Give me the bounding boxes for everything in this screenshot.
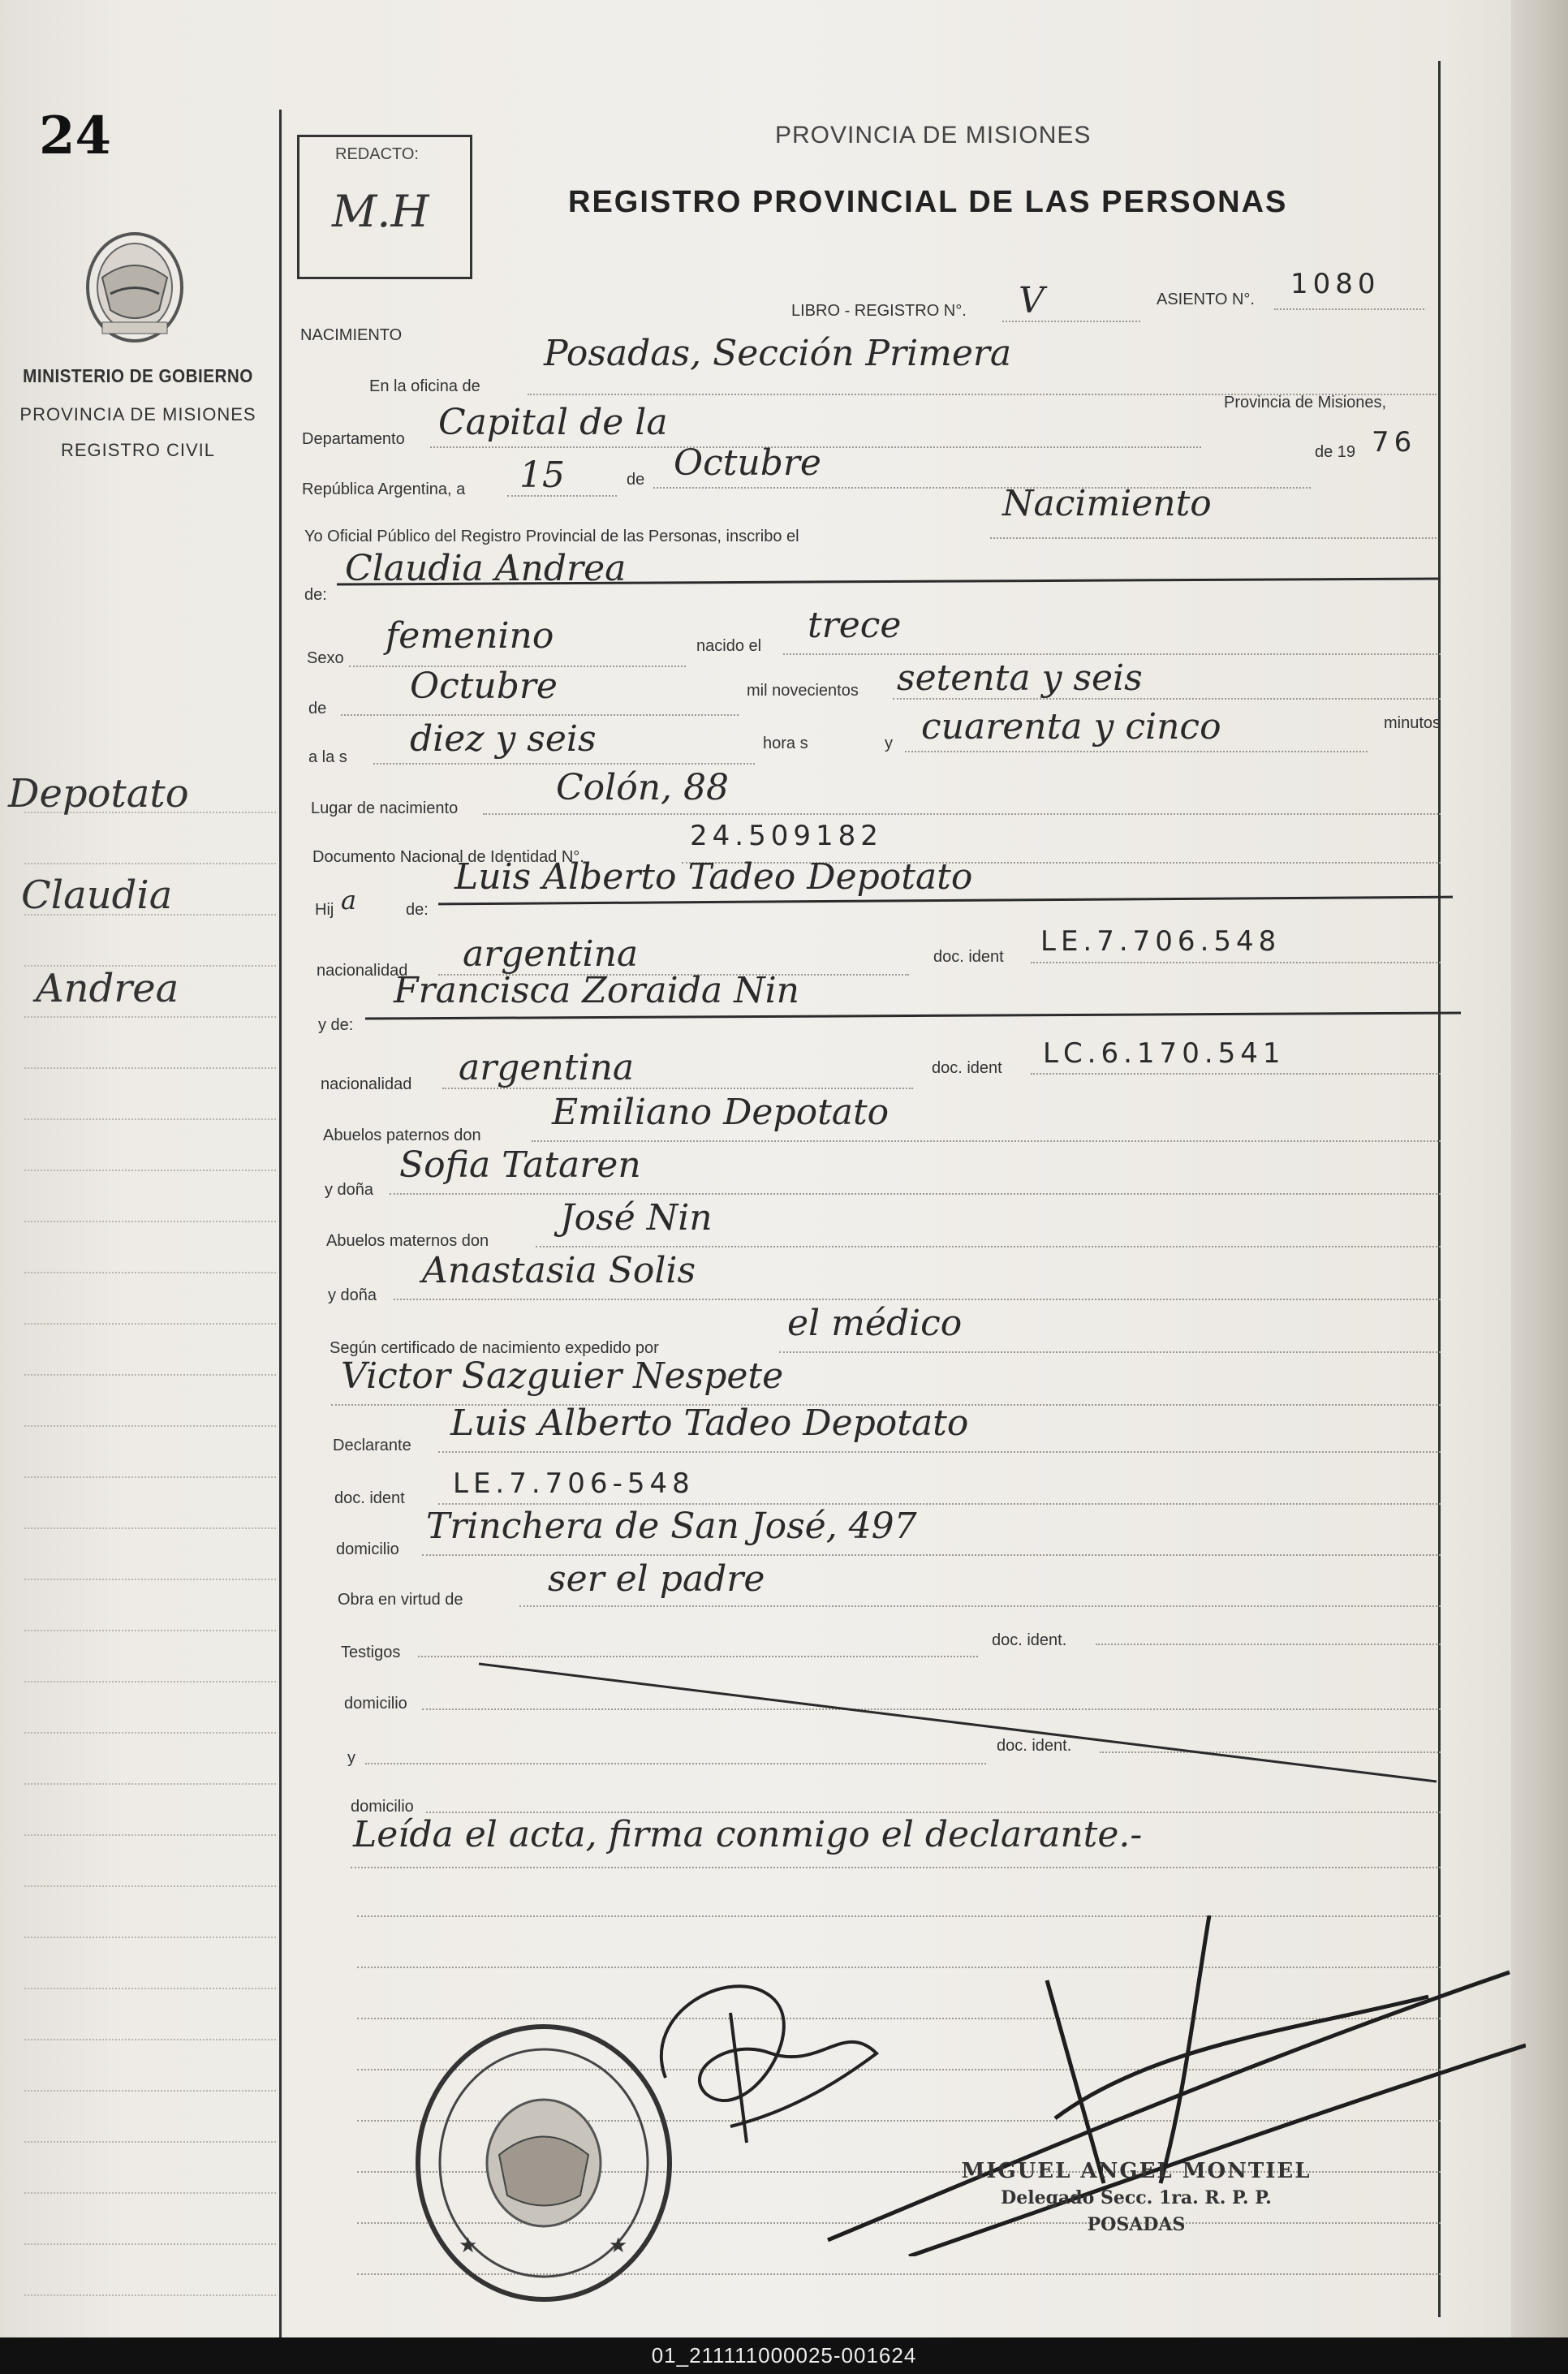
asiento-label: ASIENTO N°. — [1157, 291, 1255, 308]
nacido-label: nacido el — [696, 637, 762, 655]
de3-label: de — [308, 700, 327, 717]
inscribo-value: Nacimiento — [1002, 483, 1212, 524]
docid3-value: LE.7.706-548 — [453, 1467, 695, 1500]
day-value: 15 — [519, 455, 565, 496]
official-place: POSADAS — [1087, 2214, 1186, 2235]
docid1-value: LE.7.706.548 — [1040, 925, 1282, 958]
nacido-value: trece — [808, 605, 902, 646]
mother-value: Francisca Zoraida Nin — [394, 970, 799, 1011]
redacto-label: REDACTO: — [335, 145, 419, 163]
lugar-label: Lugar de nacimiento — [311, 799, 459, 817]
republica-label: República Argentina, a — [302, 480, 466, 498]
y-label: y — [885, 735, 893, 752]
de2-label: de: — [304, 586, 327, 604]
closing-value: Leída el acta, firma conmigo el declarante.- — [353, 1814, 1143, 1855]
margin-surname: Depotato — [8, 771, 189, 816]
official-name: MIGUEL ANGEL MONTIEL — [961, 2159, 1312, 2183]
official-title: Delegado Secc. 1ra. R. P. P. — [1001, 2187, 1272, 2208]
de4-label: de: — [406, 901, 429, 919]
docid4-label: doc. ident. — [992, 1631, 1067, 1649]
record-type: NACIMIENTO — [300, 326, 403, 344]
svg-text:★: ★ — [609, 2234, 628, 2258]
mil-label: mil novecientos — [747, 682, 859, 700]
oficial-label: Yo Oficial Público del Registro Provincial de las Personas, inscribo el — [304, 528, 799, 545]
departamento-value: Capital de la — [438, 402, 668, 443]
departamento-label: Departamento — [302, 430, 405, 448]
libro-value: V — [1019, 280, 1045, 321]
docid3-label: doc. ident — [334, 1489, 405, 1507]
ydona2-value: Anastasia Solis — [422, 1250, 696, 1291]
abpat-label: Abuelos paternos don — [323, 1127, 481, 1144]
nac1-label: nacionalidad — [317, 962, 408, 980]
doctor-value: Victor Sazguier Nespete — [341, 1355, 784, 1397]
docid2-value: LC.6.170.541 — [1043, 1037, 1286, 1070]
y2-label: y — [347, 1749, 355, 1767]
svg-text:★: ★ — [459, 2234, 478, 2258]
segun-value: el médico — [787, 1303, 963, 1344]
docid2-label: doc. ident — [932, 1059, 1002, 1077]
month-value: Octubre — [674, 442, 821, 484]
asiento-value: 1080 — [1290, 268, 1381, 300]
nac1-value: argentina — [463, 933, 639, 975]
testigos-label: Testigos — [341, 1644, 401, 1661]
ministry-registry: REGISTRO CIVIL — [60, 440, 216, 460]
declarante-label: Declarante — [333, 1437, 411, 1454]
hijo-label: Hij — [315, 901, 334, 919]
domicilio-label: domicilio — [336, 1540, 399, 1558]
hijo-suffix: a — [341, 885, 357, 916]
lugar-value: Colón, 88 — [556, 767, 730, 808]
declarante-value: Luis Alberto Tadeo Depotato — [450, 1402, 969, 1444]
ydona1-value: Sofia Tataren — [399, 1144, 641, 1186]
obra-label: Obra en virtud de — [338, 1591, 463, 1609]
domicilio-value: Trinchera de San José, 497 — [426, 1506, 917, 1547]
sexo-value: femenino — [386, 615, 554, 657]
obra-value: ser el padre — [548, 1558, 765, 1600]
dni-label: Documento Nacional de Identidad N°. — [312, 848, 584, 866]
nac2-value: argentina — [459, 1047, 635, 1088]
hour-value: diez y seis — [410, 718, 597, 760]
domicilio3-label: domicilio — [351, 1798, 414, 1816]
mil-value: setenta y seis — [897, 657, 1143, 699]
year-value: 76 — [1372, 426, 1417, 459]
de-label: de — [627, 471, 645, 489]
minutos-label: minutos — [1384, 714, 1441, 732]
alas-label: a la s — [308, 748, 347, 766]
oficina-label: En la oficina de — [369, 377, 480, 395]
minutes-value: cuarenta y cinco — [921, 706, 1221, 748]
yde-label: y de: — [318, 1016, 354, 1034]
ydona2-label: y doña — [328, 1286, 377, 1304]
oficina-value: Posadas, Sección Primera — [544, 333, 1012, 374]
segun-label: Según certificado de nacimiento expedido por — [330, 1339, 659, 1357]
docid1-label: doc. ident — [933, 948, 1004, 966]
ministry-province: PROVINCIA DE MISIONES — [19, 404, 256, 424]
page-number: 24 — [39, 106, 112, 166]
redacto-initials: M.H — [332, 186, 429, 237]
father-value: Luis Alberto Tadeo Depotato — [454, 856, 973, 898]
abmat-value: José Nin — [560, 1197, 713, 1239]
ydona1-label: y doña — [325, 1181, 374, 1199]
ministry-title: MINISTERIO DE GOBIERNO — [23, 365, 253, 386]
nac2-label: nacionalidad — [321, 1075, 412, 1093]
sexo-label: Sexo — [307, 649, 344, 667]
margin-firstname: Claudia — [21, 872, 173, 918]
docid5-label: doc. ident. — [997, 1737, 1072, 1755]
margin-middlename: Andrea — [36, 966, 179, 1011]
document-id-footer: 01_211111000025-001624 — [0, 2337, 1568, 2374]
birth-month-value: Octubre — [410, 666, 558, 707]
horas-label: hora s — [763, 735, 808, 752]
domicilio2-label: domicilio — [344, 1695, 407, 1713]
abmat-label: Abuelos maternos don — [326, 1232, 489, 1250]
libro-label: LIBRO - REGISTRO N°. — [791, 302, 967, 320]
province-heading: PROVINCIA DE MISIONES — [775, 122, 1092, 149]
dni-value: 24.509182 — [690, 820, 883, 852]
year-label: de 19 — [1315, 443, 1356, 461]
name-value: Claudia Andrea — [345, 548, 627, 589]
registry-heading: REGISTRO PROVINCIAL DE LAS PERSONAS — [568, 185, 1288, 219]
abpat-value: Emiliano Depotato — [552, 1092, 890, 1133]
provincia-label: Provincia de Misiones, — [1224, 394, 1387, 411]
